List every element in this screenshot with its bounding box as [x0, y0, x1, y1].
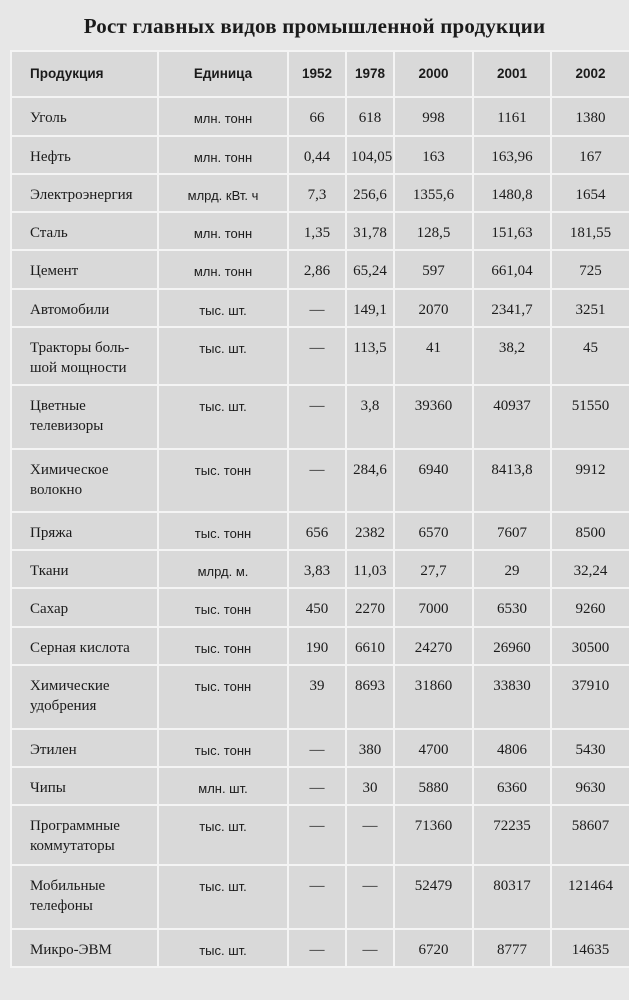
- value-cell: 6570: [394, 512, 473, 550]
- value-cell: 71360: [394, 805, 473, 865]
- value-cell: —: [288, 805, 346, 865]
- value-cell: 7,3: [288, 174, 346, 212]
- unit-cell: млн. тонн: [158, 97, 288, 136]
- value-cell: 3251: [551, 289, 629, 327]
- unit-cell: млн. тонн: [158, 212, 288, 250]
- unit-cell: млн. шт.: [158, 767, 288, 805]
- value-cell: 2,86: [288, 250, 346, 289]
- unit-cell: тыс. шт.: [158, 805, 288, 865]
- production-table-container: [10, 50, 629, 968]
- value-cell: 5880: [394, 767, 473, 805]
- value-cell: 1380: [551, 97, 629, 136]
- value-cell: 39: [288, 665, 346, 729]
- value-cell: 30500: [551, 627, 629, 665]
- value-cell: 2341,7: [473, 289, 551, 327]
- table-row: [11, 729, 629, 767]
- table-row: [11, 136, 629, 174]
- value-cell: 380: [346, 729, 394, 767]
- table-row: [11, 212, 629, 250]
- value-cell: 40937: [473, 385, 551, 449]
- value-cell: 128,5: [394, 212, 473, 250]
- value-cell: 32,24: [551, 550, 629, 588]
- product-name-cell: Цемент: [11, 250, 158, 289]
- table-row: [11, 767, 629, 805]
- value-cell: 7607: [473, 512, 551, 550]
- value-cell: —: [288, 385, 346, 449]
- value-cell: 65,24: [346, 250, 394, 289]
- header-2000: 2000: [394, 51, 473, 97]
- value-cell: 7000: [394, 588, 473, 627]
- unit-cell: тыс. тонн: [158, 449, 288, 512]
- header-2001: 2001: [473, 51, 551, 97]
- table-row: [11, 174, 629, 212]
- header-1978: 1978: [346, 51, 394, 97]
- table-row: [11, 97, 629, 136]
- value-cell: 31860: [394, 665, 473, 729]
- page-title: Рост главных видов промышленной продукции: [83, 14, 546, 38]
- value-cell: 66: [288, 97, 346, 136]
- value-cell: 450: [288, 588, 346, 627]
- value-cell: 6530: [473, 588, 551, 627]
- table-row: [11, 449, 629, 512]
- unit-cell: тыс. тонн: [158, 512, 288, 550]
- product-name-cell: Программные коммутаторы: [11, 805, 158, 865]
- value-cell: 121464: [551, 865, 629, 929]
- unit-cell: тыс. шт.: [158, 929, 288, 967]
- value-cell: 8413,8: [473, 449, 551, 512]
- product-name-cell: Серная кислота: [11, 627, 158, 665]
- unit-cell: тыс. шт.: [158, 327, 288, 385]
- value-cell: 58607: [551, 805, 629, 865]
- value-cell: 33830: [473, 665, 551, 729]
- value-cell: —: [346, 805, 394, 865]
- value-cell: 1480,8: [473, 174, 551, 212]
- value-cell: 80317: [473, 865, 551, 929]
- unit-cell: млрд. м.: [158, 550, 288, 588]
- value-cell: 26960: [473, 627, 551, 665]
- value-cell: 29: [473, 550, 551, 588]
- product-name-cell: Чипы: [11, 767, 158, 805]
- product-name-cell: Ткани: [11, 550, 158, 588]
- value-cell: 6940: [394, 449, 473, 512]
- value-cell: 8500: [551, 512, 629, 550]
- product-name-cell: Автомобили: [11, 289, 158, 327]
- production-table: [10, 50, 629, 968]
- table-row: [11, 289, 629, 327]
- product-name-cell: Химическое волокно: [11, 449, 158, 512]
- value-cell: 1654: [551, 174, 629, 212]
- value-cell: 6360: [473, 767, 551, 805]
- value-cell: 11,03: [346, 550, 394, 588]
- value-cell: 1355,6: [394, 174, 473, 212]
- value-cell: 163,96: [473, 136, 551, 174]
- table-row: [11, 627, 629, 665]
- unit-cell: млн. тонн: [158, 250, 288, 289]
- value-cell: 2382: [346, 512, 394, 550]
- product-name-cell: Электроэнергия: [11, 174, 158, 212]
- product-name-cell: Сахар: [11, 588, 158, 627]
- value-cell: 14635: [551, 929, 629, 967]
- header-product: Продукция: [11, 51, 158, 97]
- product-name-cell: Микро-ЭВМ: [11, 929, 158, 967]
- value-cell: 1161: [473, 97, 551, 136]
- value-cell: —: [288, 729, 346, 767]
- value-cell: 31,78: [346, 212, 394, 250]
- value-cell: 5430: [551, 729, 629, 767]
- value-cell: 4806: [473, 729, 551, 767]
- value-cell: 284,6: [346, 449, 394, 512]
- value-cell: 163: [394, 136, 473, 174]
- value-cell: —: [346, 865, 394, 929]
- value-cell: 41: [394, 327, 473, 385]
- value-cell: 8693: [346, 665, 394, 729]
- value-cell: 167: [551, 136, 629, 174]
- header-unit: Единица: [158, 51, 288, 97]
- value-cell: —: [288, 289, 346, 327]
- value-cell: 51550: [551, 385, 629, 449]
- value-cell: 0,44: [288, 136, 346, 174]
- table-row: [11, 512, 629, 550]
- table-row: [11, 250, 629, 289]
- value-cell: 9630: [551, 767, 629, 805]
- unit-cell: тыс. шт.: [158, 865, 288, 929]
- value-cell: 9260: [551, 588, 629, 627]
- value-cell: 597: [394, 250, 473, 289]
- value-cell: —: [288, 449, 346, 512]
- value-cell: 72235: [473, 805, 551, 865]
- value-cell: —: [288, 767, 346, 805]
- value-cell: 45: [551, 327, 629, 385]
- value-cell: 151,63: [473, 212, 551, 250]
- header-2002: 2002: [551, 51, 629, 97]
- product-name-cell: Пряжа: [11, 512, 158, 550]
- value-cell: 6720: [394, 929, 473, 967]
- value-cell: 2270: [346, 588, 394, 627]
- value-cell: 52479: [394, 865, 473, 929]
- value-cell: 9912: [551, 449, 629, 512]
- unit-cell: тыс. тонн: [158, 588, 288, 627]
- table-row: [11, 929, 629, 967]
- value-cell: 256,6: [346, 174, 394, 212]
- product-name-cell: Мобильные телефоны: [11, 865, 158, 929]
- table-row: [11, 385, 629, 449]
- unit-cell: тыс. шт.: [158, 289, 288, 327]
- value-cell: 6610: [346, 627, 394, 665]
- value-cell: 998: [394, 97, 473, 136]
- table-row: [11, 865, 629, 929]
- product-name-cell: Тракторы боль- шой мощности: [11, 327, 158, 385]
- product-name-cell: Сталь: [11, 212, 158, 250]
- table-row: [11, 665, 629, 729]
- header-1952: 1952: [288, 51, 346, 97]
- value-cell: 661,04: [473, 250, 551, 289]
- value-cell: 181,55: [551, 212, 629, 250]
- product-name-cell: Цветные телевизоры: [11, 385, 158, 449]
- value-cell: —: [288, 929, 346, 967]
- value-cell: 8777: [473, 929, 551, 967]
- product-name-cell: Химические удобрения: [11, 665, 158, 729]
- value-cell: 618: [346, 97, 394, 136]
- value-cell: —: [346, 929, 394, 967]
- unit-cell: тыс. тонн: [158, 665, 288, 729]
- value-cell: 190: [288, 627, 346, 665]
- value-cell: 3,83: [288, 550, 346, 588]
- product-name-cell: Этилен: [11, 729, 158, 767]
- table-row: [11, 805, 629, 865]
- value-cell: 113,5: [346, 327, 394, 385]
- value-cell: 725: [551, 250, 629, 289]
- unit-cell: млрд. кВт. ч: [158, 174, 288, 212]
- value-cell: 38,2: [473, 327, 551, 385]
- table-header-row: [11, 51, 629, 97]
- value-cell: —: [288, 327, 346, 385]
- unit-cell: млн. тонн: [158, 136, 288, 174]
- unit-cell: тыс. тонн: [158, 627, 288, 665]
- value-cell: 3,8: [346, 385, 394, 449]
- product-name-cell: Нефть: [11, 136, 158, 174]
- value-cell: 149,1: [346, 289, 394, 327]
- value-cell: 37910: [551, 665, 629, 729]
- unit-cell: тыс. шт.: [158, 385, 288, 449]
- table-row: [11, 550, 629, 588]
- unit-cell: тыс. тонн: [158, 729, 288, 767]
- value-cell: 656: [288, 512, 346, 550]
- value-cell: —: [288, 865, 346, 929]
- table-body: [11, 97, 629, 967]
- value-cell: 39360: [394, 385, 473, 449]
- value-cell: 104,05: [346, 136, 394, 174]
- product-name-cell: Уголь: [11, 97, 158, 136]
- value-cell: 1,35: [288, 212, 346, 250]
- value-cell: 27,7: [394, 550, 473, 588]
- value-cell: 24270: [394, 627, 473, 665]
- value-cell: 2070: [394, 289, 473, 327]
- value-cell: 30: [346, 767, 394, 805]
- value-cell: 4700: [394, 729, 473, 767]
- table-row: [11, 327, 629, 385]
- table-row: [11, 588, 629, 627]
